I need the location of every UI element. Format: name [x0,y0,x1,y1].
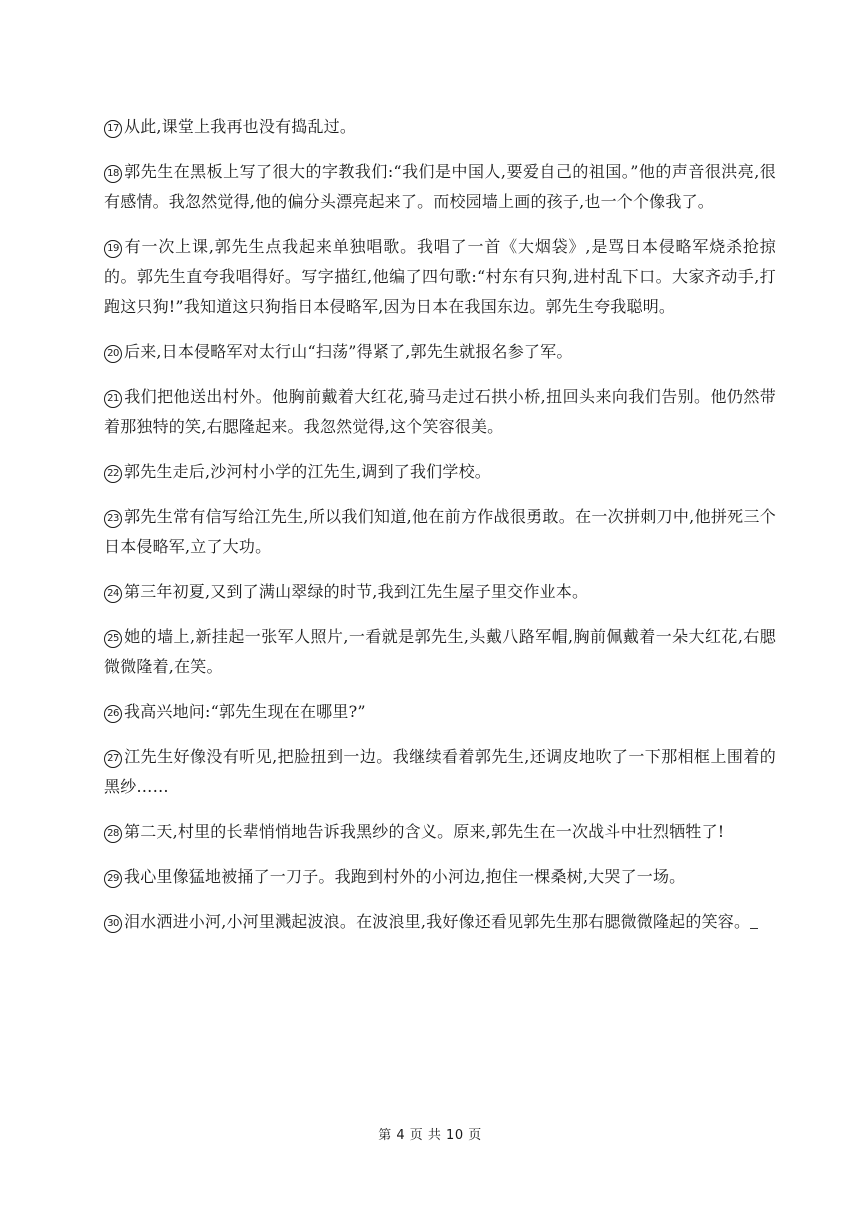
page-footer: 第 4 页 共 10 页 [378,1128,482,1143]
paragraph-24 [104,577,776,607]
paragraph-text: 第三年初夏,又到了满山翠绿的时节,我到江先生屋子里交作业本。 [124,582,589,601]
paragraph-number: 24 [104,585,122,603]
paragraph-number: 20 [104,345,122,363]
paragraph-30 [104,907,776,937]
paragraph-25 [104,622,776,682]
paragraph-text: 我们把他送出村外。他胸前戴着大红花,骑马走过石拱小桥,扭回头来向我们告别。他仍然带着那独特的笑,右腮隆起来。我忽然觉得,这个笑容很美。 [104,387,776,436]
paragraph-27 [104,742,776,802]
paragraph-text: 泪水洒进小河,小河里溅起波浪。在波浪里,我好像还看见郭先生那右腮微微隆起的笑容。 [124,912,751,931]
paragraph-number: 29 [104,870,122,888]
paragraph-number: 22 [104,465,122,483]
paragraph-21 [104,382,776,442]
document-body [104,112,776,952]
paragraph-number: 27 [104,750,122,768]
underline-mark [750,916,758,929]
paragraph-26 [104,697,776,727]
paragraph-29 [104,862,776,892]
paragraph-text: 郭先生常有信写给江先生,所以我们知道,他在前方作战很勇敢。在一次拼刺刀中,他拼死三个日本侵略军,立了大功。 [104,507,776,556]
paragraph-number: 21 [104,390,122,408]
paragraph-number: 25 [104,630,122,648]
paragraph-28 [104,817,776,847]
paragraph-23 [104,502,776,562]
paragraph-text: 郭先生在黑板上写了很大的字教我们:“我们是中国人,要爱自己的祖国。”他的声音很洪亮,很有感情。我忽然觉得,他的偏分头漂亮起来了。而校园墙上画的孩子,也一个个像我了。 [104,162,776,211]
paragraph-text: 她的墙上,新挂起一张军人照片,一看就是郭先生,头戴八路军帽,胸前佩戴着一朵大红花,右腮微微隆着,在笑。 [104,627,776,676]
paragraph-17 [104,112,776,142]
paragraph-20 [104,337,776,367]
paragraph-19 [104,232,776,322]
paragraph-number: 17 [104,120,122,138]
paragraph-18 [104,157,776,217]
paragraph-number: 26 [104,705,122,723]
paragraph-number: 23 [104,510,122,528]
paragraph-text: 后来,日本侵略军对太行山“扫荡”得紧了,郭先生就报名参了军。 [124,342,573,361]
paragraph-number: 18 [104,165,122,183]
paragraph-number: 28 [104,825,122,843]
paragraph-text: 我心里像猛地被捅了一刀子。我跑到村外的小河边,抱住一棵桑树,大哭了一场。 [124,867,686,886]
paragraph-text: 郭先生走后,沙河村小学的江先生,调到了我们学校。 [124,462,491,481]
paragraph-text: 有一次上课,郭先生点我起来单独唱歌。我唱了一首《大烟袋》,是骂日本侵略军烧杀抢掠的。郭先生直夸我唱得好。写字描红,他编了四句歌:“村东有只狗,进村乱下口。大家齐动手,打跑这只狗!”我知道这只狗指日本侵略军,因为日本在我国东边。郭先生夸我聪明。 [104,237,776,316]
paragraph-text: 江先生好像没有听见,把脸扭到一边。我继续看着郭先生,还调皮地吹了一下那相框上围着的黑纱…… [104,747,776,796]
paragraph-22 [104,457,776,487]
paragraph-number: 19 [104,240,122,258]
paragraph-number: 30 [104,915,122,933]
paragraph-text: 我高兴地问:“郭先生现在在哪里?” [124,702,366,721]
paragraph-text: 第二天,村里的长辈悄悄地告诉我黑纱的含义。原来,郭先生在一次战斗中壮烈牺牲了! [124,822,725,841]
paragraph-text: 从此,课堂上我再也没有捣乱过。 [124,117,357,136]
